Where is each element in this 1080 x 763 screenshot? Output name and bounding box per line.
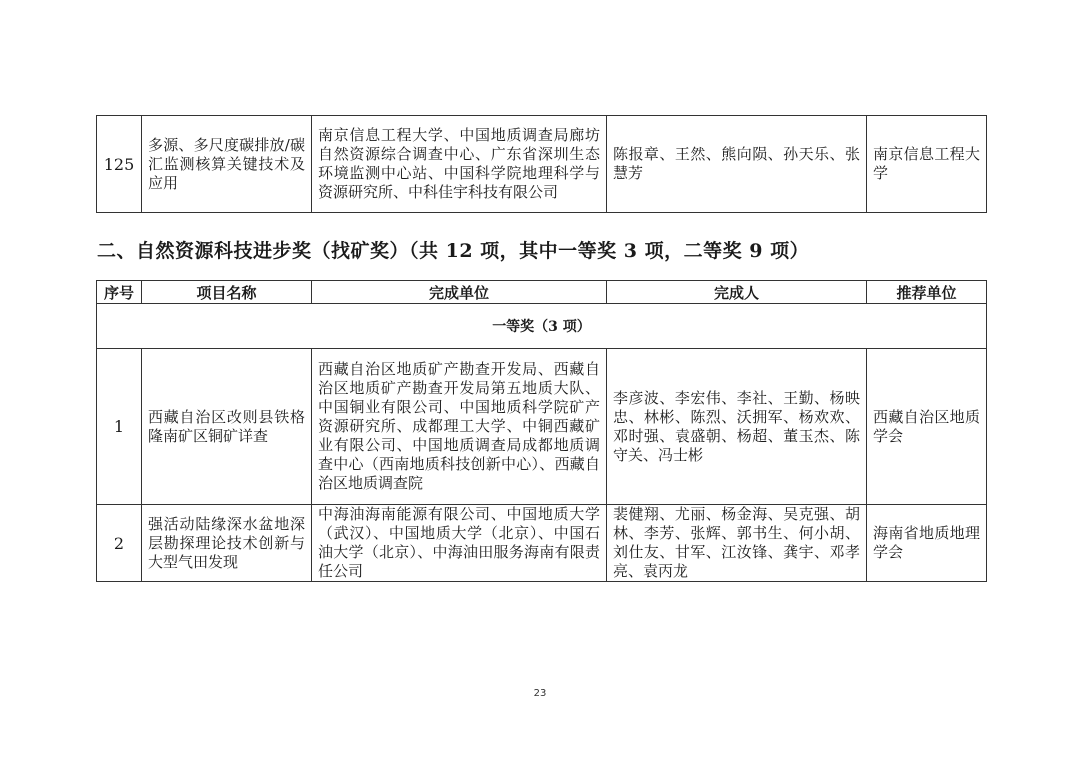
recommender: 南京信息工程大学 (867, 116, 987, 213)
page-number: 23 (533, 688, 547, 699)
table-row (97, 116, 987, 213)
award-table (96, 280, 987, 582)
table-row (97, 349, 987, 505)
project-name: 强活动陆缘深水盆地深层勘探理论技术创新与大型气田发现 (142, 505, 312, 582)
table-header-row (97, 281, 987, 304)
group-row (97, 304, 987, 349)
row-number: 1 (97, 349, 142, 505)
completing-people: 陈报章、王然、熊向陨、孙天乐、张慧芳 (607, 116, 867, 213)
section-heading (97, 236, 809, 263)
completing-people: 裴健翔、尤丽、杨金海、吴克强、胡林、李芳、张辉、郭书生、何小胡、刘仕友、甘军、江汝锋、龚宇、邓孝亮、袁丙龙 (607, 505, 867, 582)
completing-people: 李彦波、李宏伟、李社、王勤、杨映忠、林彬、陈烈、沃拥军、杨欢欢、邓时强、袁盛朝、杨超、董玉杰、陈守关、冯士彬 (607, 349, 867, 505)
header-no: 序号 (97, 281, 142, 304)
section-title: 二、自然资源科技进步奖（找矿奖） (97, 240, 410, 262)
completing-units: 西藏自治区地质矿产勘查开发局、西藏自治区地质矿产勘查开发局第五地质大队、中国铜业有限公司、中国地质科学院矿产资源研究所、成都理工大学、中铜西藏矿业有限公司、中国地质调查局成都地质调查中心（西南地质科技创新中心）、西藏自治区地质调查院 (312, 349, 607, 505)
recommender: 海南省地质地理学会 (867, 505, 987, 582)
project-name: 西藏自治区改则县铁格隆南矿区铜矿详查 (142, 349, 312, 505)
completing-units: 中海油海南能源有限公司、中国地质大学（武汉）、中国地质大学（北京）、中国石油大学（北京）、中海油田服务海南有限责任公司 (312, 505, 607, 582)
row-number: 125 (97, 116, 142, 213)
section-summary: （共 12 项，其中一等奖 3 项，二等奖 9 项） (409, 240, 810, 262)
group-label: 一等奖（3 项） (97, 304, 987, 349)
header-recommender: 推荐单位 (867, 281, 987, 304)
recommender: 西藏自治区地质学会 (867, 349, 987, 505)
header-units: 完成单位 (312, 281, 607, 304)
row-number: 2 (97, 505, 142, 582)
completing-units: 南京信息工程大学、中国地质调查局廊坊自然资源综合调查中心、广东省深圳生态环境监测中心站、中国科学院地理科学与资源研究所、中科佳宇科技有限公司 (312, 116, 607, 213)
header-name: 项目名称 (142, 281, 312, 304)
previous-section-table (96, 115, 987, 213)
project-name: 多源、多尺度碳排放/碳汇监测核算关键技术及应用 (142, 116, 312, 213)
header-people: 完成人 (607, 281, 867, 304)
table-row (97, 505, 987, 582)
